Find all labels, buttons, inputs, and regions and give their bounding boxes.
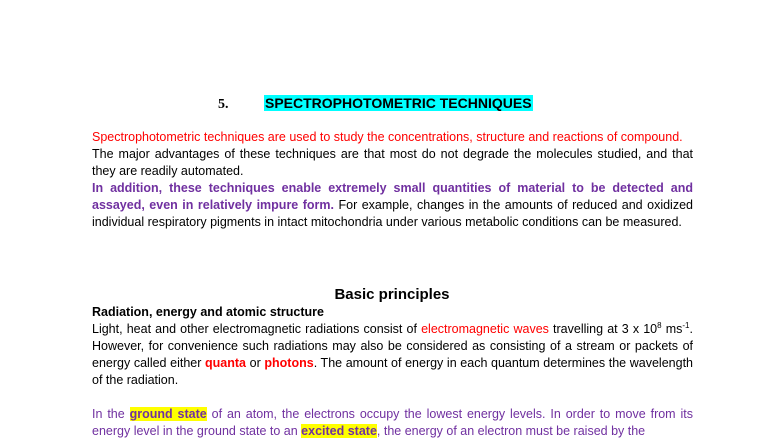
quanta-term: quanta — [205, 356, 247, 370]
radiation-paragraph — [92, 321, 693, 389]
radiation-section — [92, 304, 693, 389]
photons-term: photons — [264, 356, 314, 370]
text-run: Light, heat and other electromagnetic radiations consist of — [92, 322, 422, 336]
exponent: -1 — [682, 320, 690, 330]
subsection-title: Radiation, energy and atomic structure — [92, 305, 324, 319]
ground-state-text — [92, 406, 693, 440]
excited-state-term: excited state — [301, 424, 377, 438]
text-run: ms — [661, 322, 683, 336]
intro-rest: For example, changes in the amounts of reduced and oxidized individual respiratory pigments in intact mitochondria under various metabolic conditions can be measured. — [92, 198, 693, 229]
chapter-title: SPECTROPHOTOMETRIC TECHNIQUES — [265, 95, 532, 111]
chapter-number: 5. — [218, 97, 229, 112]
intro-line-1: Spectrophotometric techniques are used to study the concentrations, structure and reactions of compound. — [92, 130, 683, 144]
intro-line-3 — [92, 180, 693, 231]
text-run: In the — [92, 407, 130, 421]
intro-paragraphs — [92, 129, 693, 231]
intro-emphasis: In addition, these techniques enable extremely small quantities of material to be detected and assayed, even in relatively impure form. — [92, 181, 693, 212]
intro-line-2: The major advantages of these techniques are that most do not degrade the molecules studied, and that they are readily automated. — [92, 147, 693, 178]
ground-state-term: ground state — [129, 407, 207, 421]
text-run: . However, for convenience such radiations may also be considered as consisting of a stream or packets of energy called either — [92, 322, 693, 370]
exponent: 8 — [657, 320, 662, 330]
text-run: of an atom, the electrons occupy the lowest energy levels. In order to move from its energy level in the ground state to an — [92, 407, 693, 438]
ground-state-paragraph — [92, 406, 693, 440]
text-run: or — [246, 356, 265, 370]
chapter-heading — [218, 93, 533, 113]
em-waves-term: electromagnetic waves — [421, 322, 549, 336]
text-run: . The amount of energy in each quantum determines the wavelength of the radiation. — [92, 356, 693, 387]
section-title: Basic principles — [334, 286, 450, 303]
text-run: , the energy of an electron must be raised by the — [376, 424, 646, 438]
text-run: travelling at 3 x 10 — [548, 322, 658, 336]
